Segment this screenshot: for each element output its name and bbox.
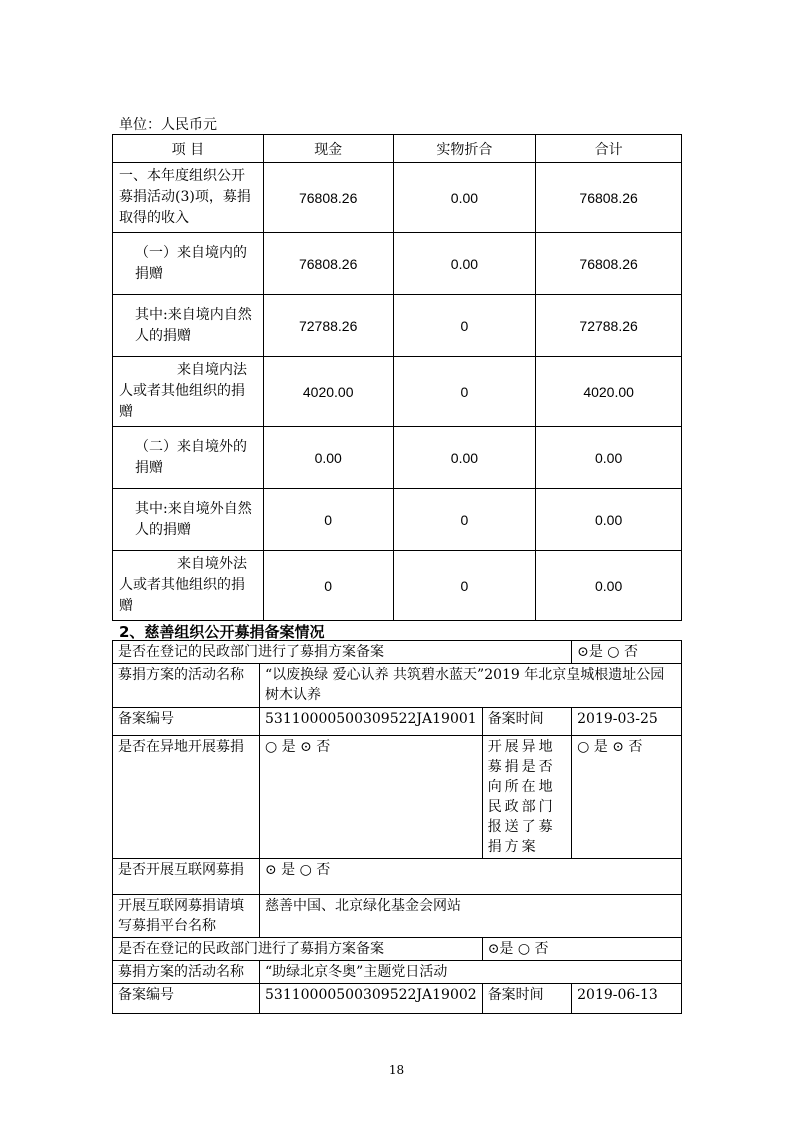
table-row: [113, 551, 682, 621]
filing-time-value: 2019-06-13: [572, 984, 682, 1014]
fundraising-filing-table: [112, 640, 682, 1014]
filing-question: 是否在登记的民政部门进行了募捐方案备案: [113, 641, 572, 664]
goods-cell: 0: [393, 295, 536, 357]
row-label: （一）来自境内的捐赠: [113, 233, 264, 295]
cash-cell: 0: [263, 551, 393, 621]
section-title: 2、慈善组织公开募捐备案情况: [119, 623, 325, 641]
goods-cell: 0.00: [393, 233, 536, 295]
cash-cell: 0: [263, 489, 393, 551]
table-row: [113, 357, 682, 427]
filing-time-label: 备案时间: [482, 708, 571, 736]
activity-name-label: 募捐方案的活动名称: [113, 961, 260, 984]
filing-number-value: 53110000500309522JA19001: [260, 708, 483, 736]
total-cell: 0.00: [536, 489, 682, 551]
row-label: [113, 357, 264, 427]
remote-report-value: ○ 是 ⊙ 否: [572, 736, 682, 859]
row-label-text: 来自境内法人或者其他组织的捐赠: [119, 362, 247, 420]
remote-fundraising-value: ○ 是 ⊙ 否: [260, 736, 483, 859]
header-total: 合计: [536, 135, 682, 163]
table-row: [113, 938, 682, 961]
filing-answer: ⊙是 ○ 否: [572, 641, 682, 664]
row-label: [113, 551, 264, 621]
goods-cell: 0.00: [393, 163, 536, 233]
internet-fundraising-value: ⊙ 是 ○ 否: [260, 859, 682, 895]
remote-report-label: 开展异地募捐是否向所在地民政部门报送了募捐方案: [482, 736, 571, 859]
goods-cell: 0.00: [393, 427, 536, 489]
row-label: 一、本年度组织公开募捐活动(3)项，募捐取得的收入: [113, 163, 264, 233]
table-row: [113, 427, 682, 489]
header-item: 项 目: [113, 135, 264, 163]
platform-name-value: 慈善中国、北京绿化基金会网站: [260, 895, 682, 938]
table-row: [113, 163, 682, 233]
row-label-text: 来自境外法人或者其他组织的捐赠: [119, 556, 247, 614]
donation-income-table: [112, 134, 682, 621]
filing-answer: ⊙是 ○ 否: [482, 938, 681, 961]
cash-cell: 76808.26: [263, 233, 393, 295]
table-row: [113, 708, 682, 736]
filing-time-value: 2019-03-25: [572, 708, 682, 736]
goods-cell: 0: [393, 357, 536, 427]
table-row: [113, 736, 682, 859]
remote-fundraising-label: 是否在异地开展募捐: [113, 736, 260, 859]
filing-time-label: 备案时间: [482, 984, 571, 1014]
filing-question: 是否在登记的民政部门进行了募捐方案备案: [113, 938, 483, 961]
total-cell: 0.00: [536, 551, 682, 621]
total-cell: 76808.26: [536, 163, 682, 233]
platform-name-label: 开展互联网募捐请填写募捐平台名称: [113, 895, 260, 938]
table-header-row: [113, 135, 682, 163]
table-row: [113, 895, 682, 938]
cash-cell: 72788.26: [263, 295, 393, 357]
total-cell: 4020.00: [536, 357, 682, 427]
activity-name-label: 募捐方案的活动名称: [113, 664, 260, 708]
filing-number-value: 53110000500309522JA19002: [260, 984, 483, 1014]
total-cell: 76808.26: [536, 233, 682, 295]
table-row: [113, 489, 682, 551]
table-row: [113, 641, 682, 664]
table-row: [113, 233, 682, 295]
table-row: [113, 664, 682, 708]
filing-number-label: 备案编号: [113, 708, 260, 736]
total-cell: 72788.26: [536, 295, 682, 357]
activity-name-value: “助绿北京冬奥”主题党日活动: [260, 961, 682, 984]
page-number: 18: [388, 1063, 405, 1077]
goods-cell: 0: [393, 489, 536, 551]
row-label: 其中:来自境外自然人的捐赠: [113, 489, 264, 551]
filing-number-label: 备案编号: [113, 984, 260, 1014]
table-row: [113, 859, 682, 895]
table-row: [113, 295, 682, 357]
cash-cell: 0.00: [263, 427, 393, 489]
cash-cell: 4020.00: [263, 357, 393, 427]
unit-label: 单位：人民币元: [119, 117, 217, 133]
table-row: [113, 961, 682, 984]
internet-fundraising-label: 是否开展互联网募捐: [113, 859, 260, 895]
row-label: （二）来自境外的捐赠: [113, 427, 264, 489]
activity-name-value: “以废换绿 爱心认养 共筑碧水蓝天”2019 年北京皇城根遗址公园树木认养: [260, 664, 682, 708]
header-cash: 现金: [263, 135, 393, 163]
total-cell: 0.00: [536, 427, 682, 489]
header-goods: 实物折合: [393, 135, 536, 163]
goods-cell: 0: [393, 551, 536, 621]
row-label: 其中:来自境内自然人的捐赠: [113, 295, 264, 357]
table-row: [113, 984, 682, 1014]
cash-cell: 76808.26: [263, 163, 393, 233]
